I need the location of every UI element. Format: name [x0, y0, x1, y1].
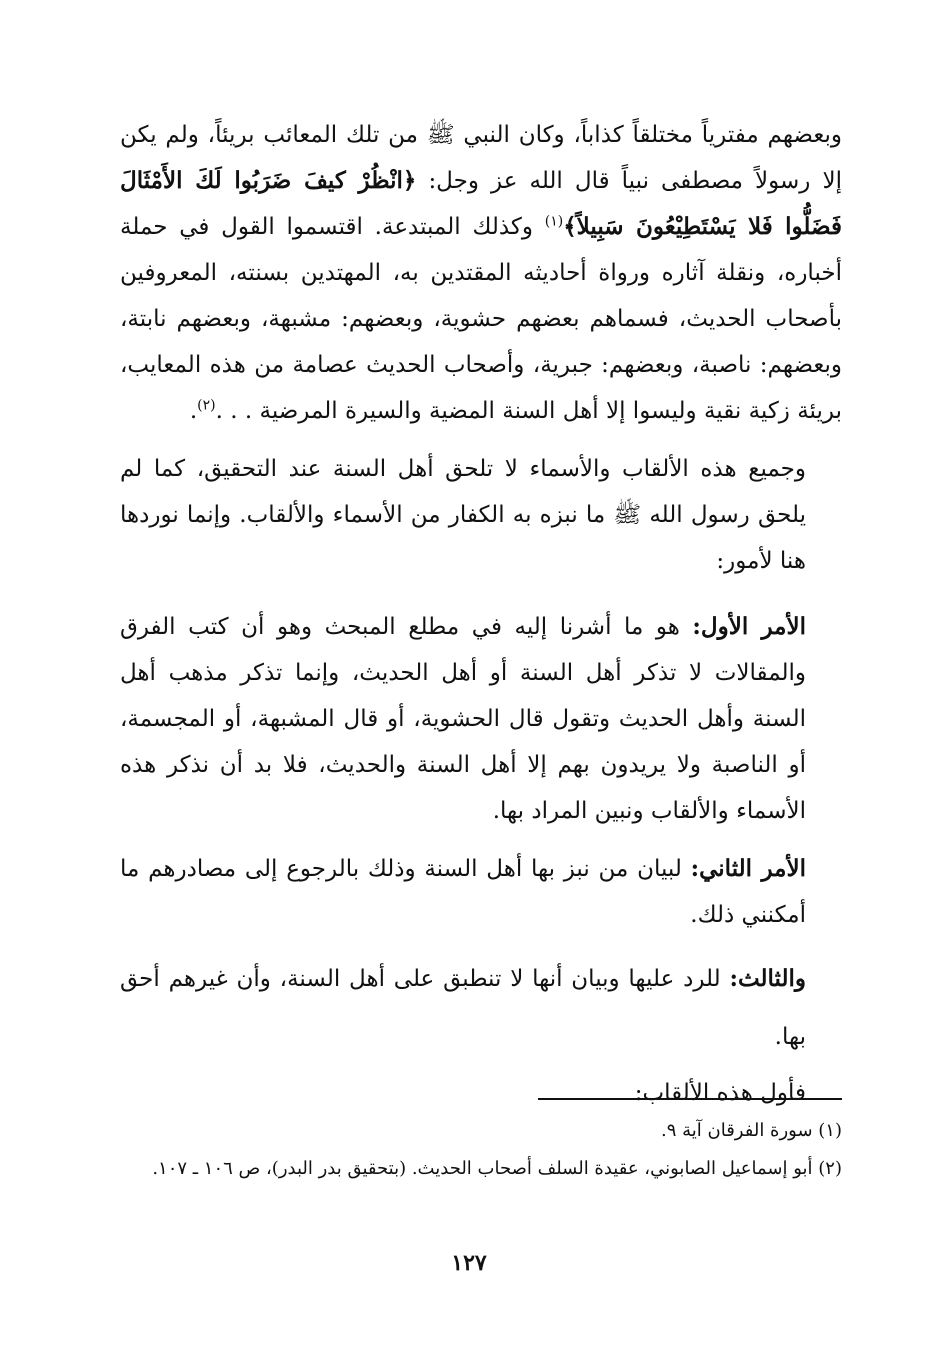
main-text: [120, 112, 842, 1116]
point-2-heading: الأمر الثاني:: [690, 855, 806, 882]
paragraph-2: وجميع هذه الألقاب والأسماء لا تلحق أهل السنة عند التحقيق، كما لم يلحق رسول الله ﷺ ما نبزه به الكفار من الأسماء والألقاب. وإنما نوردها هنا لأمور:: [120, 456, 806, 574]
point-3-heading: والثالث:: [729, 965, 807, 992]
paragraph-1-body: وكذلك المبتدعة. اقتسموا القول في حملة أخباره، ونقلة آثاره ورواة أحاديثه المقتدين به، المهتدين بسنته، المعروفين بأصحاب الحديث، فسماهم بعضهم حشوية، وبعضهم: مشبهة، وبعضهم نابتة، وبعضهم: ناصبة، وبعضهم: جبرية، وأصحاب الحديث عصامة من هذه المعايب، بريئة زكية نقية وليسوا إلا أهل السنة المضية والسيرة المرضية . . .: [120, 214, 842, 424]
paragraph-1-intro: وبعضهم مفترياً مختلقاً كذاباً، وكان النبي ﷺ من تلك المعائب بريئاً، ولم يكن إلا رسولاً مصطفى نبياً قال الله عز وجل:: [120, 122, 842, 194]
footnote-ref-2: (٢): [197, 397, 216, 414]
page-number: ١٢٧: [451, 1250, 487, 1276]
closing-line: فأول هذه الألقاب:: [634, 1080, 806, 1106]
point-2-text: لبيان من نبز بها أهل السنة وذلك بالرجوع إلى مصادرهم ما أمكنني ذلك.: [120, 856, 806, 928]
footnote-divider: [538, 1098, 842, 1100]
point-1-text: هو ما أشرنا إليه في مطلع المبحث وهو أن كتب الفرق والمقالات لا تذكر أهل السنة أو أهل الحديث، وإنما تذكر مذهب أهل السنة وأهل الحديث وتقول قال الحشوية، أو قال المشبهة، أو المجسمة، أو الناصبة ولا يريدون بهم إلا أهل السنة والحديث، فلا بد أن نذكر هذه الأسماء والألقاب ونبين المراد بها.: [120, 614, 806, 824]
footnote-2: (٢) أبو إسماعيل الصابوني، عقيدة السلف أصحاب الحديث. (بتحقيق بدر البدر)، ص ١٠٦ ـ ١٠٧.: [152, 1158, 842, 1179]
paragraph-1: وبعضهم مفترياً مختلقاً كذاباً، وكان النبي ﷺ من تلك المعائب بريئاً، ولم يكن إلا رسولاً مصطفى نبياً قال الله عز وجل: ﴿انْظُرْ كيفَ ضَرَبُوا لَكَ الأَمْثَالَ فَضَلُّوا فَلا يَسْتَطِيْعُونَ سَبِيلاً﴾$^{(١)}$ وكذلك المبتدعة. اقتسموا القول في حملة أخباره، ونقلة آثاره ورواة أحاديثه المقتدين به، المهتدين بسنته، المعروفين بأصحاب الحديث، فسماهم بعضهم حشوية، وبعضهم: مشبهة، وبعضهم نابتة، وبعضهم: ناصبة، وبعضهم: جبرية، وأصحاب الحديث عصامة من هذه المعايب، بريئة زكية نقية وليسوا إلا أهل السنة المضية والسيرة المرضية . . .$^{(٢)}$.: [120, 122, 842, 424]
point-1-heading: الأمر الأول:: [692, 613, 806, 640]
point-3-text: للرد عليها وبيان أنها لا تنطبق على أهل السنة، وأن غيرهم أحق بها.: [120, 966, 806, 1050]
point-1: [120, 604, 842, 834]
footnote-1: (١) سورة الفرقان آية ٩.: [660, 1120, 842, 1141]
quran-verse: ﴿انْظُرْ كيفَ ضَرَبُوا لَكَ الأَمْثَالَ فَضَلُّوا فَلا يَسْتَطِيْعُونَ سَبِيلاً﴾: [120, 167, 842, 240]
point-3: [120, 950, 842, 1066]
point-2: [120, 846, 842, 938]
footnotes: [120, 1112, 842, 1188]
footnote-ref-1: (١): [544, 213, 564, 230]
